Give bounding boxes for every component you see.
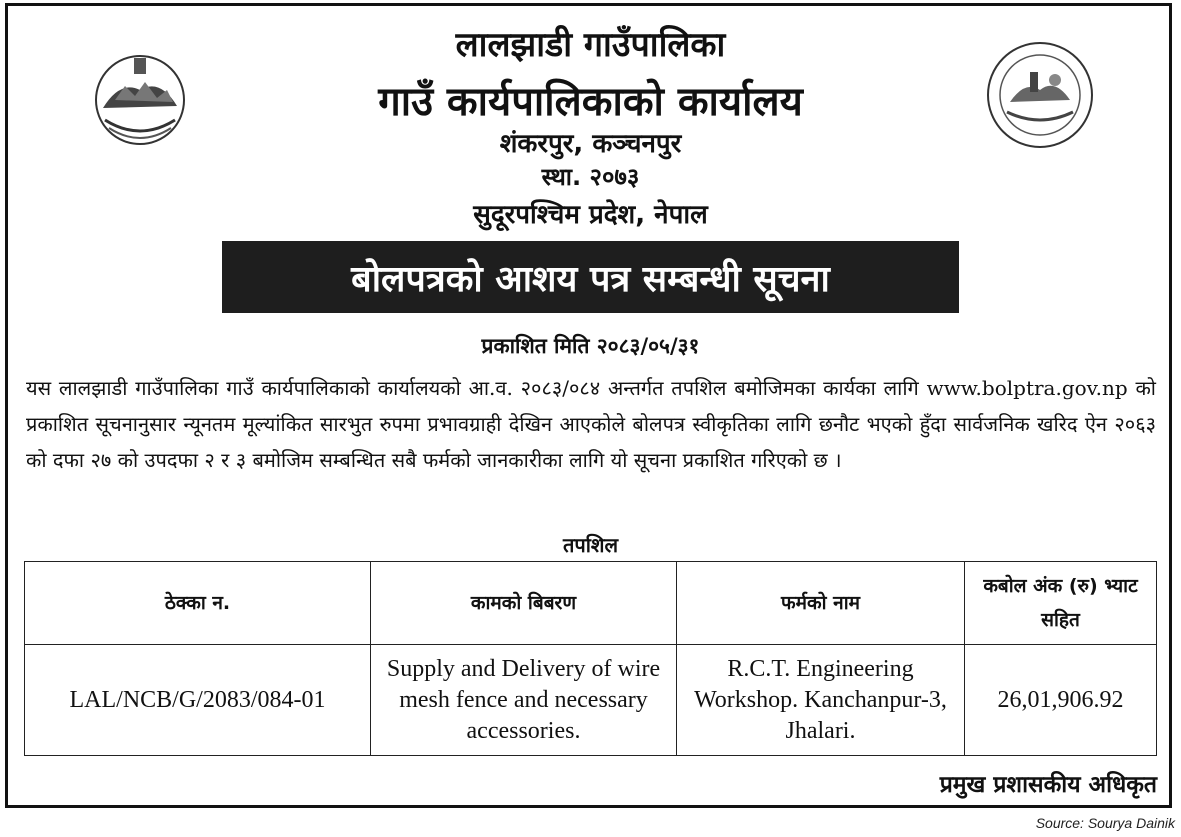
notice-title-banner [222, 241, 959, 313]
contract-table [24, 561, 1157, 756]
header-bid-amount: कबोल अंक (रु) भ्याट सहित [965, 562, 1157, 645]
notice-title: बोलपत्रको आशय पत्र सम्बन्धी सूचना [351, 258, 830, 300]
schedule-title: तपशिल [562, 533, 619, 557]
header-firm-name: फर्मको नाम [677, 562, 965, 645]
published-date: प्रकाशित मिति २०८३/०५/३१ [481, 334, 700, 358]
header-description: कामको बिबरण [371, 562, 677, 645]
cell-description: Supply and Delivery of wire mesh fence and necessary accessories. [371, 645, 677, 756]
established-year: स्था. २०७३ [541, 163, 640, 191]
header-contract-no: ठेक्का न. [25, 562, 371, 645]
province-country: सुदूरपश्चिम प्रदेश, नेपाल [473, 200, 708, 230]
table-header-row [25, 562, 1157, 645]
notice-body: यस लालझाडी गाउँपालिका गाउँ कार्यपालिकाको कार्यालयको आ.व. २०८३/०८४ अन्तर्गत तपशिल बमोजिमका कार्यका लागि www.bolptra.gov.np को प्रकाशित सूचनानुसार न्यूनतम मूल्यांकित सारभुत रुपमा प्रभावग्राही देखिन आएकोले बोलपत्र स्वीकृतिका लागि छनौट भएको हुँदा सार्वजनिक खरिद ऐन २०६३ को दफा २७ को उपदफा २ र ३ बमोजिम सम्बन्धित सबै फर्मको जानकारीका लागि यो सूचना प्रकाशित गरिएको छ । [26, 376, 1156, 472]
table-row [25, 645, 1157, 756]
municipality-name: लालझाडी गाउँपालिका [455, 25, 726, 65]
cell-contract-no: LAL/NCB/G/2083/084-01 [25, 645, 371, 756]
cell-firm-name: R.C.T. Engineering Workshop. Kanchanpur-3, Jhalari. [677, 645, 965, 756]
office-location: शंकरपुर, कञ्चनपुर [499, 129, 682, 159]
cell-bid-amount: 26,01,906.92 [965, 645, 1157, 756]
signatory-title: प्रमुख प्रशासकीय अधिकृत [939, 772, 1157, 798]
source-credit: Source: Sourya Dainik [1035, 815, 1175, 831]
office-name: गाउँ कार्यपालिकाको कार्यालय [378, 79, 803, 125]
